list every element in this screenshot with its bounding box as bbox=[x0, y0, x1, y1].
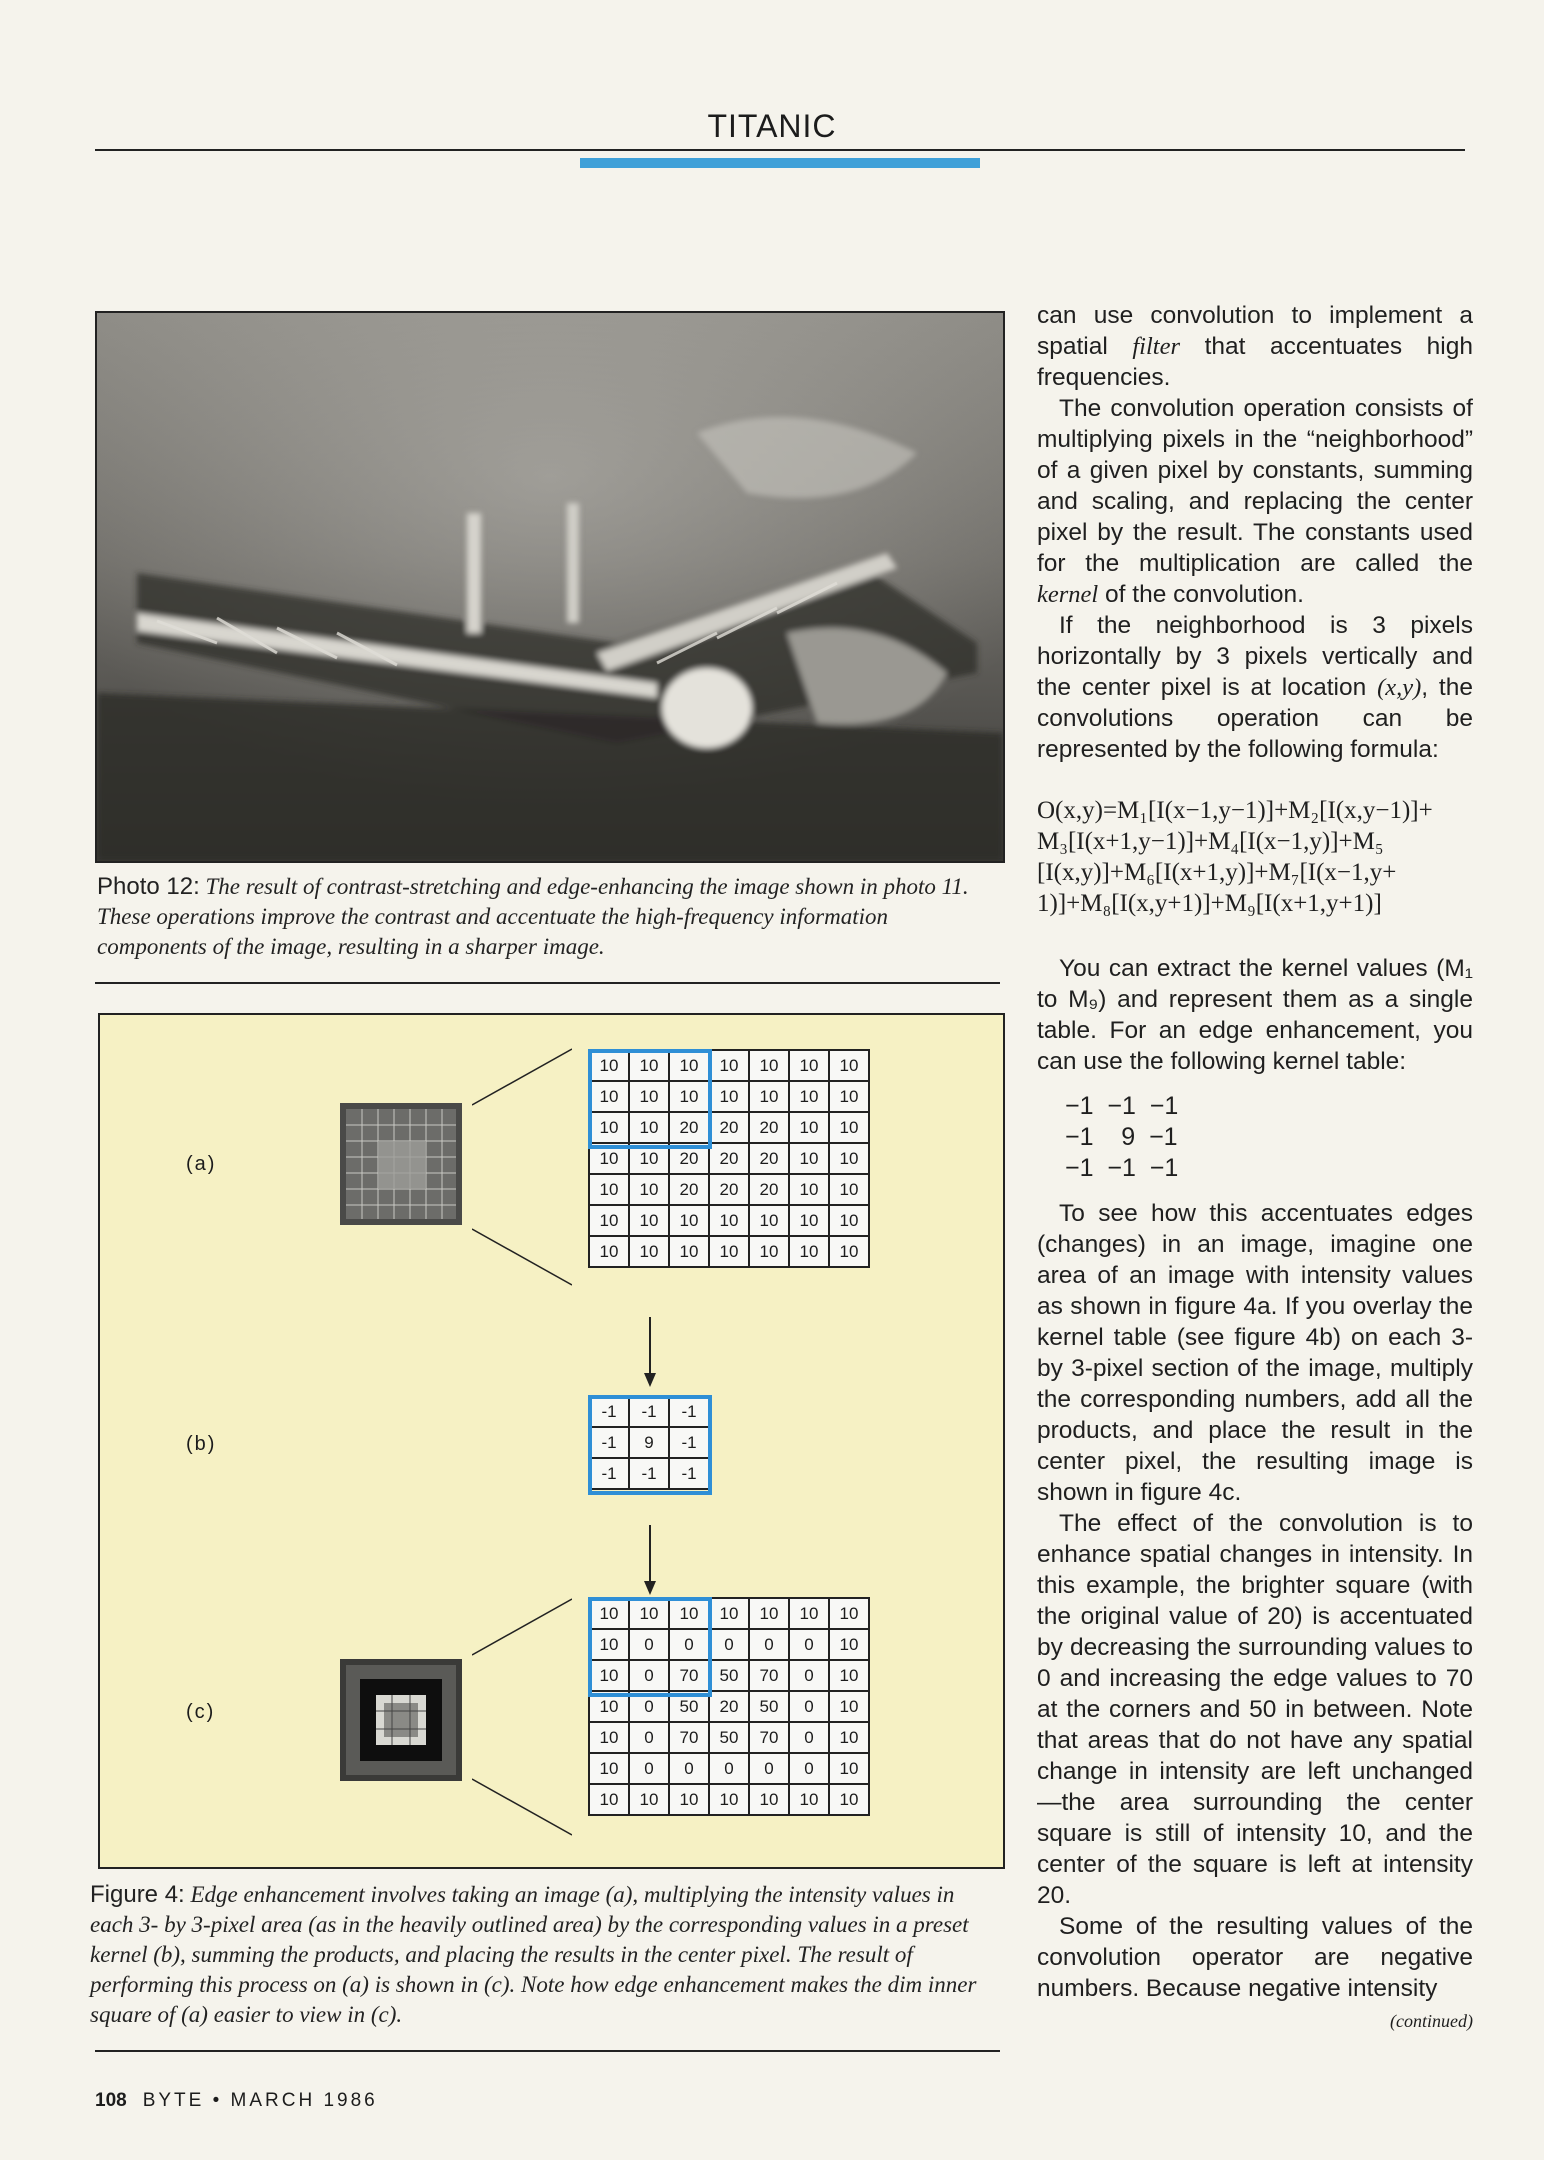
grid-c-cell: 10 bbox=[589, 1598, 629, 1629]
grid-c-cell: 70 bbox=[749, 1660, 789, 1691]
continued-note: (continued) bbox=[1390, 2011, 1473, 2031]
arrow-down-icon bbox=[640, 1317, 660, 1389]
grid-c-cell: 10 bbox=[789, 1598, 829, 1629]
grid-c-cell: 0 bbox=[789, 1660, 829, 1691]
grid-c-cell: 0 bbox=[629, 1722, 669, 1753]
grid-a-cell: 10 bbox=[829, 1143, 869, 1174]
grid-c-cell: 0 bbox=[789, 1691, 829, 1722]
grid-a-cell: 20 bbox=[709, 1112, 749, 1143]
grid-c-cell: 20 bbox=[709, 1691, 749, 1722]
grid-c-cell: 10 bbox=[829, 1660, 869, 1691]
grid-c-cell: 10 bbox=[789, 1784, 829, 1815]
grid-c-cell: 0 bbox=[629, 1691, 669, 1722]
grid-a-cell: 20 bbox=[749, 1143, 789, 1174]
grid-a-row bbox=[589, 1236, 869, 1267]
grid-c-cell: 10 bbox=[829, 1753, 869, 1784]
grid-a-cell: 20 bbox=[749, 1174, 789, 1205]
grid-c-cell: 10 bbox=[669, 1598, 709, 1629]
grid-a-cell: 10 bbox=[789, 1205, 829, 1236]
grid-c-cell: 10 bbox=[829, 1598, 869, 1629]
grid-a-cell: 20 bbox=[709, 1143, 749, 1174]
grid-c-cell: 10 bbox=[589, 1660, 629, 1691]
grid-c-cell: 0 bbox=[669, 1629, 709, 1660]
grid-a-cell: 10 bbox=[709, 1236, 749, 1267]
p3-text-a: If the neighborhood is 3 pixels horizontally by 3 pixels vertically and the center pixel is at location bbox=[1037, 612, 1473, 701]
grid-a-cell: 10 bbox=[709, 1050, 749, 1081]
grid-a-cell: 10 bbox=[589, 1205, 629, 1236]
photo-caption-rule bbox=[95, 982, 1000, 984]
figure-4 bbox=[98, 1013, 1005, 1603]
grid-c-cell: 10 bbox=[829, 1691, 869, 1722]
grid-a-cell: 10 bbox=[589, 1174, 629, 1205]
figure-caption-rule bbox=[95, 2050, 1000, 2052]
paragraph-7: Some of the resulting values of the convolution operator are negative numbers. Because negative intensity bbox=[1037, 1913, 1473, 2002]
figure-label-c: (c) bbox=[186, 1701, 216, 1723]
grid-a-cell: 10 bbox=[789, 1143, 829, 1174]
grid-a-cell: 10 bbox=[589, 1236, 629, 1267]
grid-a-cell: 10 bbox=[829, 1236, 869, 1267]
grid-c-cell: 50 bbox=[709, 1660, 749, 1691]
kernel-table bbox=[1065, 1091, 1473, 1184]
grid-a-cell: 10 bbox=[669, 1081, 709, 1112]
p2-text-b: of the convolution. bbox=[1098, 581, 1304, 608]
page-header-title: TITANIC bbox=[707, 108, 837, 144]
p2-text-a: The convolution operation consists of multiplying pixels in the “neighborhood” of a given pixel by constants, summing and scaling, and replacing the center pixel by the result. The constants used for the multiplication are called the bbox=[1037, 395, 1473, 577]
page-footer bbox=[95, 2090, 378, 2112]
grid-c-cell: 0 bbox=[629, 1629, 669, 1660]
grid-c-cell: 70 bbox=[669, 1660, 709, 1691]
grid-c-cell: 0 bbox=[789, 1722, 829, 1753]
grid-c-cell: 10 bbox=[749, 1784, 789, 1815]
grid-a-cell: 10 bbox=[709, 1205, 749, 1236]
figure-caption-lead: Figure 4: bbox=[90, 1881, 185, 1908]
paragraph-3 bbox=[1037, 610, 1473, 765]
zoom-lines-a bbox=[472, 1047, 572, 1287]
grid-c-cell: 0 bbox=[789, 1629, 829, 1660]
grid-c-cell: 10 bbox=[589, 1691, 629, 1722]
grid-c-cell: 10 bbox=[589, 1722, 629, 1753]
grid-c-cell: 10 bbox=[829, 1784, 869, 1815]
grid-a-cell: 10 bbox=[789, 1112, 829, 1143]
grid-c-cell: 10 bbox=[589, 1753, 629, 1784]
arrow-down-icon bbox=[640, 1525, 660, 1597]
footer-issue: BYTE • MARCH 1986 bbox=[142, 2090, 378, 2111]
photo-caption-lead: Photo 12: bbox=[97, 873, 200, 900]
grid-a-cell: 10 bbox=[749, 1050, 789, 1081]
kernel-cell: -1 bbox=[629, 1458, 669, 1489]
highlight-c bbox=[588, 1597, 712, 1697]
header-accent-bar bbox=[580, 158, 980, 168]
grid-a-cell: 10 bbox=[589, 1112, 629, 1143]
highlight-b bbox=[588, 1395, 712, 1495]
header-rule bbox=[95, 149, 1465, 151]
grid-a-cell: 20 bbox=[669, 1112, 709, 1143]
grid-c-cell: 0 bbox=[629, 1660, 669, 1691]
grid-c-cell: 0 bbox=[749, 1753, 789, 1784]
grid-a-cell: 20 bbox=[749, 1112, 789, 1143]
grid-c-cell: 50 bbox=[749, 1691, 789, 1722]
grid-c-cell: 10 bbox=[589, 1784, 629, 1815]
figure-caption-text: Edge enhancement involves taking an image (a), multiplying the intensity values in each 3- by 3-pixel area (as in the heavily outlined area) by the corresponding values in a preset kernel (b), summing the products, and placing the results in the center pixel. The result of performing this process on (a) is shown in (c). Note how edge enhancement makes the dim inner square of (a) easier to view in (c). bbox=[90, 1882, 977, 2027]
grid-a-cell: 10 bbox=[589, 1050, 629, 1081]
grid-a-cell: 10 bbox=[629, 1112, 669, 1143]
grid-a-cell: 10 bbox=[789, 1236, 829, 1267]
photo-12 bbox=[95, 311, 1005, 863]
grid-c-cell: 10 bbox=[669, 1784, 709, 1815]
grid-a-cell: 10 bbox=[629, 1143, 669, 1174]
grid-a-cell: 10 bbox=[669, 1205, 709, 1236]
paragraph-5: To see how this accentuates edges (changes) in an image, imagine one area of an image with intensity values as shown in figure 4a. If you overlay the kernel table (see figure 4b) on each 3- by 3-pixel section of the image, multiply the corresponding numbers, add all the products, and place the result in the center pixel, the resulting image is shown in figure 4c. bbox=[1037, 1200, 1473, 1506]
p1-filter-term: filter bbox=[1132, 333, 1181, 360]
grid-c-row bbox=[589, 1784, 869, 1815]
p2-kernel-term: kernel bbox=[1037, 581, 1099, 608]
p3-xy-term: (x,y) bbox=[1377, 674, 1422, 701]
grid-c-cell: 70 bbox=[749, 1722, 789, 1753]
grid-a-cell: 10 bbox=[829, 1205, 869, 1236]
kernel-cell: -1 bbox=[669, 1458, 709, 1489]
paragraph-6: The effect of the convolution is to enhance spatial changes in intensity. In this example, the brighter square (with the original value of 20) is accentuated by decreasing the surrounding values to 0 and increasing the edge values to 70 at the corners and 50 in between. Note that areas that do not have any spatial change in intensity are left unchanged—the area surrounding the center square is still of intensity 10, and the center of the square is left at intensity 20. bbox=[1037, 1510, 1473, 1909]
zoom-lines-c bbox=[472, 1597, 572, 1837]
paragraph-4: You can extract the kernel values (M₁ to M₉) and represent them as a single table. For an edge enhancement, you can use the following kernel table: bbox=[1037, 955, 1473, 1075]
grid-c-row bbox=[589, 1753, 869, 1784]
pattern-a-icon bbox=[340, 1103, 462, 1225]
grid-c-cell: 0 bbox=[669, 1753, 709, 1784]
grid-a-cell: 10 bbox=[669, 1050, 709, 1081]
grid-a-cell: 10 bbox=[629, 1236, 669, 1267]
grid-c-cell: 10 bbox=[629, 1598, 669, 1629]
photo-caption-text: The result of contrast-stretching and edge-enhancing the image shown in photo 11. These operations improve the contrast and accentuate the high-frequency information components of the image, resulting in a sharper image. bbox=[97, 874, 969, 959]
convolution-formula: O(x,y)=M₁[I(x−1,y−1)]+M₂[I(x,y−1)]+ M₃[I(x+1,y−1)]+M₄[I(x−1,y)]+M₅ [I(x,y)]+M₆[I(x+1,y)]+M₇[I(x−1,y+ 1)]+M₈[I(x,y+1)]+M₉[I(x+1,y+1)] bbox=[1037, 797, 1433, 917]
kernel-cell: -1 bbox=[589, 1458, 629, 1489]
grid-a-cell: 10 bbox=[629, 1205, 669, 1236]
grid-a-cell: 10 bbox=[629, 1174, 669, 1205]
kernel-cell: -1 bbox=[629, 1396, 669, 1427]
kernel-cell: -1 bbox=[669, 1396, 709, 1427]
grid-c-cell: 0 bbox=[749, 1629, 789, 1660]
article-column bbox=[1037, 300, 1473, 2037]
grid-c-cell: 0 bbox=[709, 1753, 749, 1784]
figure-caption bbox=[90, 1880, 1000, 2030]
grid-a-cell: 10 bbox=[789, 1050, 829, 1081]
grid-c-cell: 10 bbox=[589, 1629, 629, 1660]
grid-c-cell: 0 bbox=[789, 1753, 829, 1784]
grid-a-cell: 20 bbox=[669, 1143, 709, 1174]
kernel-cell: -1 bbox=[669, 1427, 709, 1458]
figure-label-a: (a) bbox=[186, 1153, 217, 1175]
grid-a-row bbox=[589, 1174, 869, 1205]
paragraph-2 bbox=[1037, 393, 1473, 610]
grid-c-cell: 10 bbox=[709, 1784, 749, 1815]
p3-text-b: , the convolutions operation can be represented by the following formula: bbox=[1037, 674, 1473, 763]
pattern-c-icon bbox=[340, 1659, 462, 1781]
grid-a-cell: 10 bbox=[789, 1174, 829, 1205]
grid-a-cell: 10 bbox=[589, 1143, 629, 1174]
grid-a-cell: 10 bbox=[829, 1050, 869, 1081]
grid-c-cell: 10 bbox=[829, 1629, 869, 1660]
photo-caption bbox=[97, 872, 997, 962]
kernel-cell: -1 bbox=[589, 1427, 629, 1458]
grid-a-row bbox=[589, 1205, 869, 1236]
page-number: 108 bbox=[95, 2090, 127, 2111]
grid-a-cell: 10 bbox=[589, 1081, 629, 1112]
grid-c-cell: 70 bbox=[669, 1722, 709, 1753]
kernel-row: −1 −1 −1 bbox=[1065, 1092, 1179, 1120]
grid-c-cell: 10 bbox=[829, 1722, 869, 1753]
grid-a-cell: 10 bbox=[829, 1174, 869, 1205]
kernel-row: −1 9 −1 bbox=[1065, 1123, 1178, 1151]
kernel-cell: 9 bbox=[629, 1427, 669, 1458]
grid-c-row bbox=[589, 1722, 869, 1753]
grid-a-cell: 20 bbox=[669, 1174, 709, 1205]
grid-a-cell: 10 bbox=[789, 1081, 829, 1112]
grid-a-cell: 10 bbox=[749, 1236, 789, 1267]
highlight-a bbox=[588, 1049, 712, 1149]
grid-c-cell: 0 bbox=[709, 1629, 749, 1660]
figure-label-b: (b) bbox=[186, 1433, 217, 1455]
shipwreck-photo-icon bbox=[97, 313, 1003, 861]
grid-c-cell: 10 bbox=[709, 1598, 749, 1629]
grid-a-cell: 10 bbox=[629, 1081, 669, 1112]
grid-a-cell: 10 bbox=[829, 1081, 869, 1112]
kernel-cell: -1 bbox=[589, 1396, 629, 1427]
grid-a-cell: 10 bbox=[709, 1081, 749, 1112]
grid-a-cell: 20 bbox=[709, 1174, 749, 1205]
kernel-row: −1 −1 −1 bbox=[1065, 1154, 1179, 1182]
grid-a-cell: 10 bbox=[749, 1081, 789, 1112]
grid-c-cell: 50 bbox=[709, 1722, 749, 1753]
grid-c-cell: 0 bbox=[629, 1753, 669, 1784]
grid-a-cell: 10 bbox=[749, 1205, 789, 1236]
grid-c-cell: 50 bbox=[669, 1691, 709, 1722]
grid-a-cell: 10 bbox=[629, 1050, 669, 1081]
p1-text-b: that accentuates high frequencies. bbox=[1037, 333, 1473, 391]
grid-c-cell: 10 bbox=[749, 1598, 789, 1629]
grid-c-cell: 10 bbox=[629, 1784, 669, 1815]
grid-a-cell: 10 bbox=[829, 1112, 869, 1143]
grid-a-cell: 10 bbox=[669, 1236, 709, 1267]
paragraph-1 bbox=[1037, 300, 1473, 393]
p1-text-a: can use convolution to implement a spatial bbox=[1037, 302, 1473, 360]
